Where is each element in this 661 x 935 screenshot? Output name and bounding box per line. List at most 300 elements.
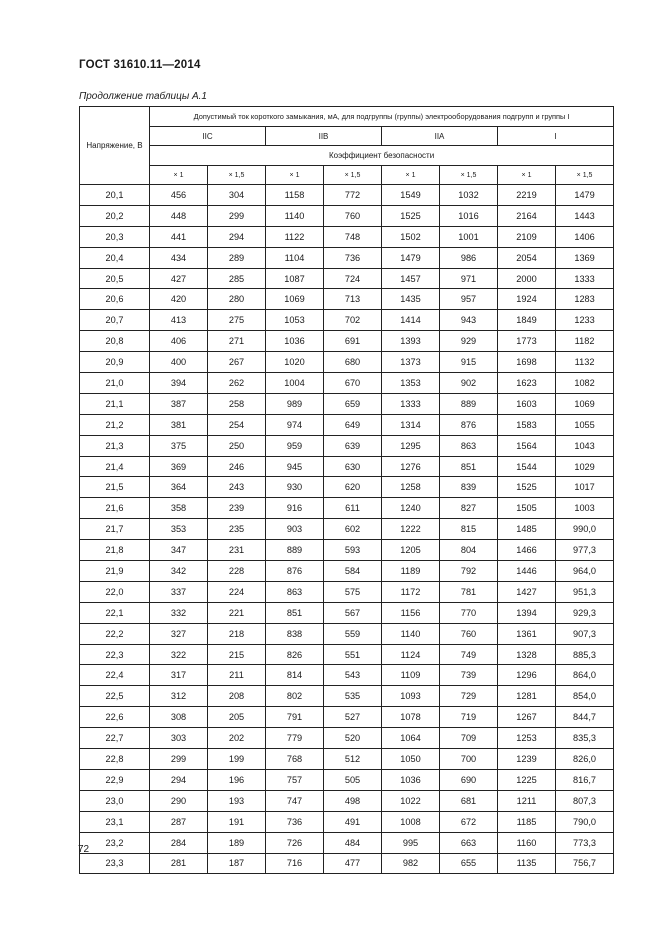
current-cell: 224 bbox=[208, 581, 266, 602]
current-cell: 543 bbox=[324, 665, 382, 686]
current-cell: 929 bbox=[440, 331, 498, 352]
voltage-cell: 21,1 bbox=[80, 393, 150, 414]
table-row bbox=[80, 707, 614, 728]
table-row bbox=[80, 749, 614, 770]
current-cell: 491 bbox=[324, 811, 382, 832]
current-cell: 312 bbox=[150, 686, 208, 707]
current-cell: 1446 bbox=[498, 561, 556, 582]
current-cell: 1036 bbox=[382, 769, 440, 790]
current-cell: 289 bbox=[208, 247, 266, 268]
voltage-cell: 21,3 bbox=[80, 435, 150, 456]
current-cell: 772 bbox=[324, 185, 382, 206]
table-row bbox=[80, 247, 614, 268]
current-cell: 1314 bbox=[382, 414, 440, 435]
current-cell: 1333 bbox=[556, 268, 614, 289]
table-row bbox=[80, 623, 614, 644]
current-cell: 863 bbox=[266, 581, 324, 602]
current-cell: 1583 bbox=[498, 414, 556, 435]
current-cell: 456 bbox=[150, 185, 208, 206]
current-cell: 977,3 bbox=[556, 540, 614, 561]
current-cell: 1924 bbox=[498, 289, 556, 310]
current-cell: 1698 bbox=[498, 352, 556, 373]
current-cell: 1158 bbox=[266, 185, 324, 206]
voltage-header: Напряжение, В bbox=[80, 107, 150, 185]
voltage-cell: 23,1 bbox=[80, 811, 150, 832]
current-cell: 838 bbox=[266, 623, 324, 644]
voltage-cell: 23,2 bbox=[80, 832, 150, 853]
current-cell: 659 bbox=[324, 393, 382, 414]
current-cell: 584 bbox=[324, 561, 382, 582]
table-row bbox=[80, 581, 614, 602]
current-cell: 851 bbox=[440, 456, 498, 477]
current-cell: 239 bbox=[208, 498, 266, 519]
current-cell: 971 bbox=[440, 268, 498, 289]
current-cell: 1369 bbox=[556, 247, 614, 268]
current-cell: 1457 bbox=[382, 268, 440, 289]
current-cell: 285 bbox=[208, 268, 266, 289]
current-cell: 672 bbox=[440, 811, 498, 832]
multiplier-header: × 1,5 bbox=[208, 166, 266, 185]
current-cell: 567 bbox=[324, 602, 382, 623]
current-cell: 262 bbox=[208, 373, 266, 394]
current-cell: 342 bbox=[150, 561, 208, 582]
current-cell: 943 bbox=[440, 310, 498, 331]
current-cell: 760 bbox=[324, 205, 382, 226]
current-cell: 1017 bbox=[556, 477, 614, 498]
current-cell: 757 bbox=[266, 769, 324, 790]
current-cell: 1296 bbox=[498, 665, 556, 686]
voltage-cell: 21,0 bbox=[80, 373, 150, 394]
current-cell: 413 bbox=[150, 310, 208, 331]
current-cell: 959 bbox=[266, 435, 324, 456]
current-cell: 1211 bbox=[498, 790, 556, 811]
current-cell: 1050 bbox=[382, 749, 440, 770]
current-cell: 551 bbox=[324, 644, 382, 665]
current-cell: 294 bbox=[208, 226, 266, 247]
current-cell: 1205 bbox=[382, 540, 440, 561]
current-cell: 1064 bbox=[382, 728, 440, 749]
current-cell: 2054 bbox=[498, 247, 556, 268]
current-cell: 235 bbox=[208, 519, 266, 540]
current-cell: 427 bbox=[150, 268, 208, 289]
multiplier-header: × 1 bbox=[382, 166, 440, 185]
current-cell: 317 bbox=[150, 665, 208, 686]
voltage-cell: 21,7 bbox=[80, 519, 150, 540]
current-cell: 792 bbox=[440, 561, 498, 582]
current-cell: 1479 bbox=[382, 247, 440, 268]
current-cell: 250 bbox=[208, 435, 266, 456]
current-cell: 1132 bbox=[556, 352, 614, 373]
current-cell: 945 bbox=[266, 456, 324, 477]
current-cell: 231 bbox=[208, 540, 266, 561]
current-cell: 243 bbox=[208, 477, 266, 498]
current-cell: 902 bbox=[440, 373, 498, 394]
current-cell: 1544 bbox=[498, 456, 556, 477]
current-cell: 736 bbox=[324, 247, 382, 268]
table-row bbox=[80, 665, 614, 686]
current-cell: 1004 bbox=[266, 373, 324, 394]
table-row bbox=[80, 686, 614, 707]
voltage-cell: 21,5 bbox=[80, 477, 150, 498]
current-cell: 1373 bbox=[382, 352, 440, 373]
current-cell: 1020 bbox=[266, 352, 324, 373]
current-cell: 816,7 bbox=[556, 769, 614, 790]
voltage-cell: 20,4 bbox=[80, 247, 150, 268]
current-cell: 719 bbox=[440, 707, 498, 728]
current-cell: 986 bbox=[440, 247, 498, 268]
current-cell: 649 bbox=[324, 414, 382, 435]
current-cell: 1233 bbox=[556, 310, 614, 331]
current-cell: 989 bbox=[266, 393, 324, 414]
document-header: ГОСТ 31610.11—2014 bbox=[79, 59, 201, 71]
table-row bbox=[80, 561, 614, 582]
current-cell: 498 bbox=[324, 790, 382, 811]
current-cell: 375 bbox=[150, 435, 208, 456]
multiplier-header: × 1,5 bbox=[324, 166, 382, 185]
current-cell: 1505 bbox=[498, 498, 556, 519]
voltage-cell: 21,6 bbox=[80, 498, 150, 519]
current-cell: 602 bbox=[324, 519, 382, 540]
current-cell: 807,3 bbox=[556, 790, 614, 811]
current-cell: 864,0 bbox=[556, 665, 614, 686]
current-cell: 593 bbox=[324, 540, 382, 561]
current-table bbox=[79, 106, 614, 874]
current-cell: 281 bbox=[150, 853, 208, 874]
current-cell: 974 bbox=[266, 414, 324, 435]
current-cell: 1172 bbox=[382, 581, 440, 602]
current-cell: 680 bbox=[324, 352, 382, 373]
current-cell: 434 bbox=[150, 247, 208, 268]
current-cell: 322 bbox=[150, 644, 208, 665]
voltage-cell: 22,7 bbox=[80, 728, 150, 749]
current-cell: 1032 bbox=[440, 185, 498, 206]
table-row bbox=[80, 331, 614, 352]
current-cell: 1222 bbox=[382, 519, 440, 540]
current-cell: 916 bbox=[266, 498, 324, 519]
current-cell: 1281 bbox=[498, 686, 556, 707]
current-cell: 575 bbox=[324, 581, 382, 602]
current-cell: 729 bbox=[440, 686, 498, 707]
table-row bbox=[80, 352, 614, 373]
current-cell: 1485 bbox=[498, 519, 556, 540]
current-cell: 304 bbox=[208, 185, 266, 206]
current-cell: 347 bbox=[150, 540, 208, 561]
current-cell: 527 bbox=[324, 707, 382, 728]
current-cell: 1078 bbox=[382, 707, 440, 728]
current-cell: 1502 bbox=[382, 226, 440, 247]
voltage-cell: 22,9 bbox=[80, 769, 150, 790]
current-cell: 189 bbox=[208, 832, 266, 853]
current-cell: 756,7 bbox=[556, 853, 614, 874]
current-cell: 663 bbox=[440, 832, 498, 853]
current-cell: 691 bbox=[324, 331, 382, 352]
current-cell: 1069 bbox=[556, 393, 614, 414]
current-cell: 254 bbox=[208, 414, 266, 435]
current-cell: 358 bbox=[150, 498, 208, 519]
current-cell: 1135 bbox=[498, 853, 556, 874]
current-cell: 930 bbox=[266, 477, 324, 498]
table-row bbox=[80, 435, 614, 456]
multiplier-header: × 1,5 bbox=[556, 166, 614, 185]
current-cell: 1185 bbox=[498, 811, 556, 832]
current-cell: 1564 bbox=[498, 435, 556, 456]
current-cell: 1276 bbox=[382, 456, 440, 477]
current-cell: 709 bbox=[440, 728, 498, 749]
current-cell: 1283 bbox=[556, 289, 614, 310]
voltage-cell: 22,4 bbox=[80, 665, 150, 686]
current-cell: 982 bbox=[382, 853, 440, 874]
current-cell: 246 bbox=[208, 456, 266, 477]
voltage-cell: 22,5 bbox=[80, 686, 150, 707]
voltage-cell: 20,1 bbox=[80, 185, 150, 206]
current-cell: 903 bbox=[266, 519, 324, 540]
current-cell: 218 bbox=[208, 623, 266, 644]
current-cell: 827 bbox=[440, 498, 498, 519]
current-cell: 1239 bbox=[498, 749, 556, 770]
voltage-cell: 22,8 bbox=[80, 749, 150, 770]
current-cell: 1225 bbox=[498, 769, 556, 790]
table-row bbox=[80, 393, 614, 414]
current-cell: 387 bbox=[150, 393, 208, 414]
current-cell: 353 bbox=[150, 519, 208, 540]
current-cell: 1479 bbox=[556, 185, 614, 206]
table-row bbox=[80, 832, 614, 853]
current-cell: 369 bbox=[150, 456, 208, 477]
current-cell: 1525 bbox=[382, 205, 440, 226]
current-cell: 1525 bbox=[498, 477, 556, 498]
current-cell: 907,3 bbox=[556, 623, 614, 644]
current-cell: 1022 bbox=[382, 790, 440, 811]
current-cell: 520 bbox=[324, 728, 382, 749]
current-cell: 655 bbox=[440, 853, 498, 874]
current-cell: 1258 bbox=[382, 477, 440, 498]
current-cell: 187 bbox=[208, 853, 266, 874]
current-cell: 202 bbox=[208, 728, 266, 749]
current-cell: 1124 bbox=[382, 644, 440, 665]
current-cell: 951,3 bbox=[556, 581, 614, 602]
current-cell: 1394 bbox=[498, 602, 556, 623]
current-cell: 208 bbox=[208, 686, 266, 707]
current-cell: 815 bbox=[440, 519, 498, 540]
current-cell: 802 bbox=[266, 686, 324, 707]
current-cell: 670 bbox=[324, 373, 382, 394]
table-row bbox=[80, 289, 614, 310]
coefficient-header: Коэффициент безопасности bbox=[150, 146, 614, 166]
current-cell: 381 bbox=[150, 414, 208, 435]
voltage-cell: 22,6 bbox=[80, 707, 150, 728]
current-cell: 1055 bbox=[556, 414, 614, 435]
current-cell: 484 bbox=[324, 832, 382, 853]
current-cell: 814 bbox=[266, 665, 324, 686]
current-cell: 1361 bbox=[498, 623, 556, 644]
multiplier-header: × 1 bbox=[150, 166, 208, 185]
multiplier-header: × 1 bbox=[498, 166, 556, 185]
current-header: Допустимый ток короткого замыкания, мА, для подгруппы (группы) электрооборудования подгрупп и группы I bbox=[150, 107, 614, 127]
current-cell: 724 bbox=[324, 268, 382, 289]
current-cell: 1053 bbox=[266, 310, 324, 331]
current-cell: 1466 bbox=[498, 540, 556, 561]
table-row bbox=[80, 373, 614, 394]
current-cell: 1393 bbox=[382, 331, 440, 352]
current-cell: 639 bbox=[324, 435, 382, 456]
current-cell: 299 bbox=[208, 205, 266, 226]
current-cell: 1240 bbox=[382, 498, 440, 519]
current-cell: 205 bbox=[208, 707, 266, 728]
current-cell: 327 bbox=[150, 623, 208, 644]
current-cell: 702 bbox=[324, 310, 382, 331]
current-cell: 1003 bbox=[556, 498, 614, 519]
current-cell: 760 bbox=[440, 623, 498, 644]
current-cell: 1016 bbox=[440, 205, 498, 226]
voltage-cell: 21,2 bbox=[80, 414, 150, 435]
current-cell: 854,0 bbox=[556, 686, 614, 707]
table-row bbox=[80, 414, 614, 435]
table-row bbox=[80, 456, 614, 477]
current-cell: 1443 bbox=[556, 205, 614, 226]
current-cell: 1087 bbox=[266, 268, 324, 289]
current-cell: 630 bbox=[324, 456, 382, 477]
current-cell: 505 bbox=[324, 769, 382, 790]
current-cell: 400 bbox=[150, 352, 208, 373]
current-cell: 1160 bbox=[498, 832, 556, 853]
current-cell: 1029 bbox=[556, 456, 614, 477]
table-row bbox=[80, 185, 614, 206]
current-cell: 199 bbox=[208, 749, 266, 770]
current-cell: 299 bbox=[150, 749, 208, 770]
current-cell: 957 bbox=[440, 289, 498, 310]
current-cell: 228 bbox=[208, 561, 266, 582]
current-cell: 700 bbox=[440, 749, 498, 770]
group-header: IIC bbox=[150, 127, 266, 146]
current-cell: 280 bbox=[208, 289, 266, 310]
table-row bbox=[80, 602, 614, 623]
current-cell: 1549 bbox=[382, 185, 440, 206]
current-cell: 2109 bbox=[498, 226, 556, 247]
current-cell: 211 bbox=[208, 665, 266, 686]
current-cell: 1267 bbox=[498, 707, 556, 728]
table-row bbox=[80, 644, 614, 665]
voltage-cell: 23,0 bbox=[80, 790, 150, 811]
current-cell: 420 bbox=[150, 289, 208, 310]
table-row bbox=[80, 790, 614, 811]
table-row bbox=[80, 268, 614, 289]
current-cell: 1295 bbox=[382, 435, 440, 456]
current-cell: 844,7 bbox=[556, 707, 614, 728]
current-cell: 1623 bbox=[498, 373, 556, 394]
current-cell: 2219 bbox=[498, 185, 556, 206]
current-cell: 1001 bbox=[440, 226, 498, 247]
current-cell: 337 bbox=[150, 581, 208, 602]
current-cell: 726 bbox=[266, 832, 324, 853]
current-cell: 990,0 bbox=[556, 519, 614, 540]
current-cell: 1069 bbox=[266, 289, 324, 310]
current-cell: 406 bbox=[150, 331, 208, 352]
current-cell: 332 bbox=[150, 602, 208, 623]
current-cell: 770 bbox=[440, 602, 498, 623]
current-cell: 749 bbox=[440, 644, 498, 665]
current-cell: 271 bbox=[208, 331, 266, 352]
current-cell: 1008 bbox=[382, 811, 440, 832]
current-cell: 876 bbox=[266, 561, 324, 582]
table-row bbox=[80, 769, 614, 790]
current-cell: 1104 bbox=[266, 247, 324, 268]
voltage-cell: 21,8 bbox=[80, 540, 150, 561]
current-cell: 839 bbox=[440, 477, 498, 498]
current-cell: 964,0 bbox=[556, 561, 614, 582]
current-cell: 1043 bbox=[556, 435, 614, 456]
current-cell: 267 bbox=[208, 352, 266, 373]
current-cell: 736 bbox=[266, 811, 324, 832]
voltage-cell: 23,3 bbox=[80, 853, 150, 874]
current-cell: 826,0 bbox=[556, 749, 614, 770]
current-cell: 258 bbox=[208, 393, 266, 414]
current-cell: 1333 bbox=[382, 393, 440, 414]
current-cell: 2164 bbox=[498, 205, 556, 226]
voltage-cell: 20,8 bbox=[80, 331, 150, 352]
current-cell: 1082 bbox=[556, 373, 614, 394]
current-cell: 781 bbox=[440, 581, 498, 602]
table-row bbox=[80, 226, 614, 247]
current-cell: 1036 bbox=[266, 331, 324, 352]
current-cell: 2000 bbox=[498, 268, 556, 289]
current-cell: 1253 bbox=[498, 728, 556, 749]
group-header: I bbox=[498, 127, 614, 146]
current-cell: 364 bbox=[150, 477, 208, 498]
table-row bbox=[80, 498, 614, 519]
current-cell: 889 bbox=[440, 393, 498, 414]
current-cell: 876 bbox=[440, 414, 498, 435]
current-cell: 773,3 bbox=[556, 832, 614, 853]
current-cell: 1140 bbox=[382, 623, 440, 644]
current-cell: 394 bbox=[150, 373, 208, 394]
current-cell: 716 bbox=[266, 853, 324, 874]
current-cell: 1414 bbox=[382, 310, 440, 331]
voltage-cell: 22,2 bbox=[80, 623, 150, 644]
table-row bbox=[80, 728, 614, 749]
voltage-cell: 20,3 bbox=[80, 226, 150, 247]
voltage-cell: 21,4 bbox=[80, 456, 150, 477]
current-cell: 1156 bbox=[382, 602, 440, 623]
current-cell: 1182 bbox=[556, 331, 614, 352]
current-cell: 747 bbox=[266, 790, 324, 811]
current-cell: 535 bbox=[324, 686, 382, 707]
current-cell: 835,3 bbox=[556, 728, 614, 749]
voltage-cell: 20,6 bbox=[80, 289, 150, 310]
current-cell: 441 bbox=[150, 226, 208, 247]
table-row bbox=[80, 310, 614, 331]
current-cell: 739 bbox=[440, 665, 498, 686]
current-cell: 1603 bbox=[498, 393, 556, 414]
voltage-cell: 22,3 bbox=[80, 644, 150, 665]
current-cell: 215 bbox=[208, 644, 266, 665]
current-cell: 1093 bbox=[382, 686, 440, 707]
current-cell: 196 bbox=[208, 769, 266, 790]
current-cell: 287 bbox=[150, 811, 208, 832]
current-cell: 804 bbox=[440, 540, 498, 561]
voltage-cell: 22,0 bbox=[80, 581, 150, 602]
current-cell: 791 bbox=[266, 707, 324, 728]
voltage-cell: 20,2 bbox=[80, 205, 150, 226]
current-cell: 826 bbox=[266, 644, 324, 665]
current-cell: 915 bbox=[440, 352, 498, 373]
current-cell: 559 bbox=[324, 623, 382, 644]
current-cell: 308 bbox=[150, 707, 208, 728]
multiplier-header: × 1,5 bbox=[440, 166, 498, 185]
current-cell: 690 bbox=[440, 769, 498, 790]
current-cell: 512 bbox=[324, 749, 382, 770]
current-cell: 620 bbox=[324, 477, 382, 498]
voltage-cell: 21,9 bbox=[80, 561, 150, 582]
